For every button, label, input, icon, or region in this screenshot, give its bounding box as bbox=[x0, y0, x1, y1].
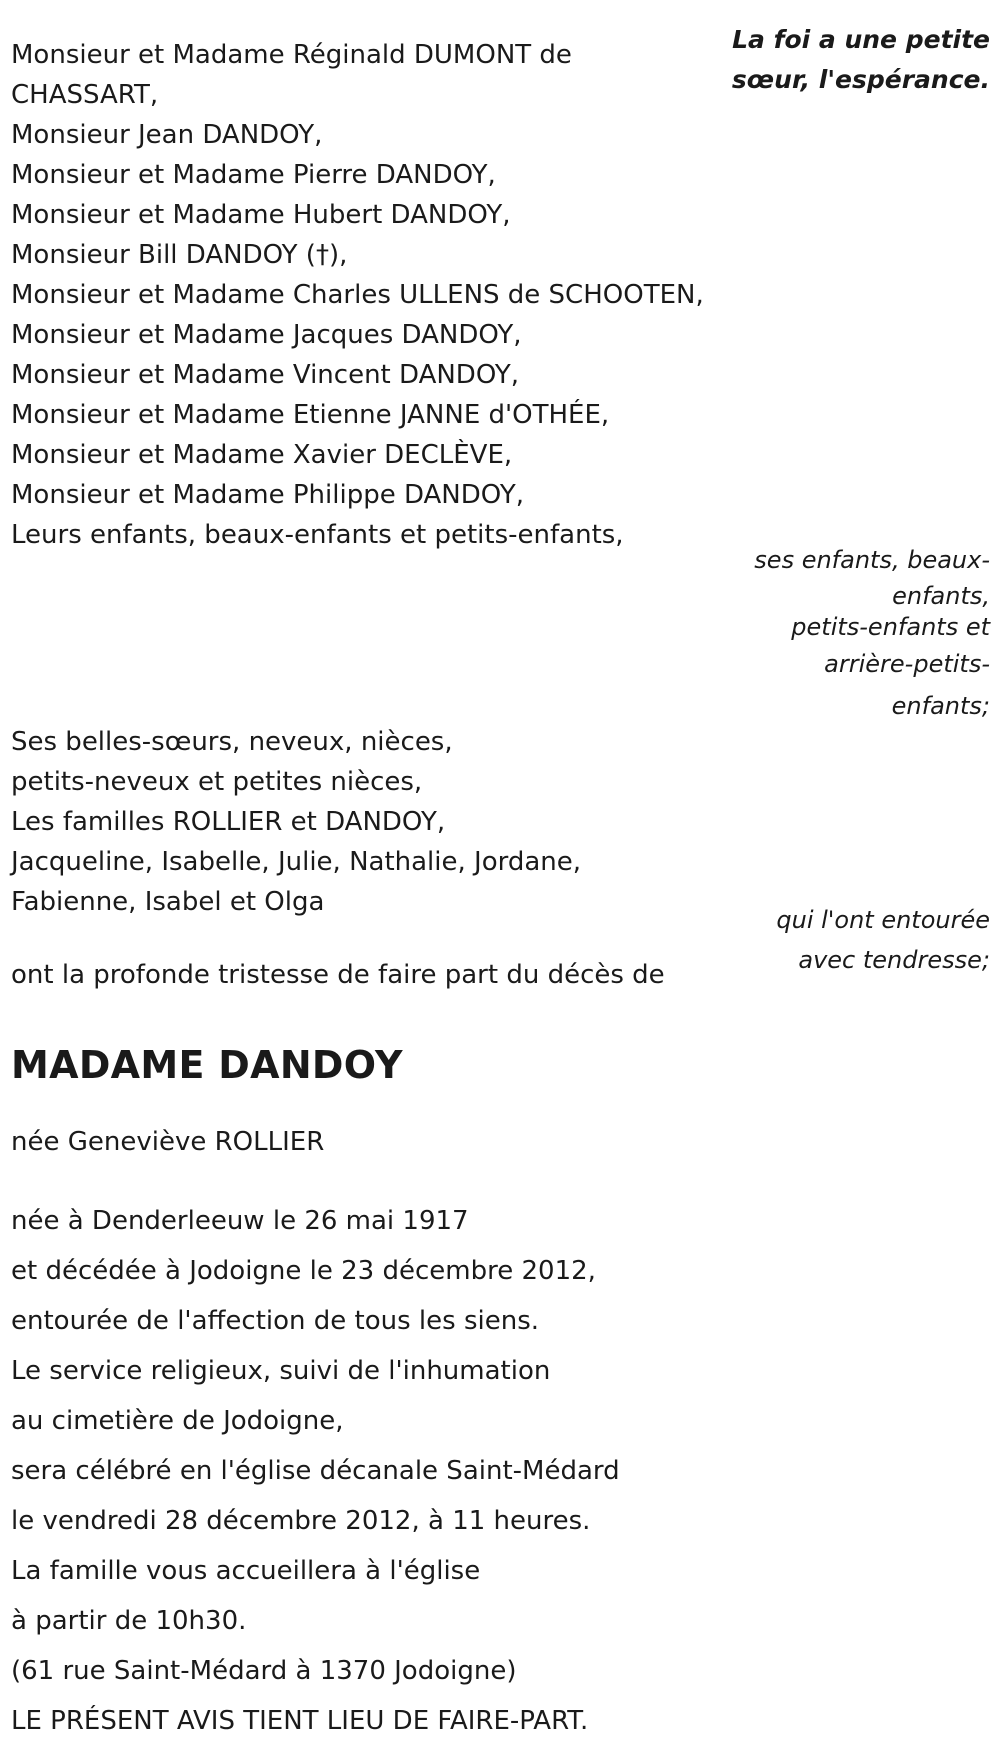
funeral-details bbox=[11, 1196, 620, 1746]
detail-line: sera célébré en l'église décanale Saint-Médard bbox=[11, 1456, 620, 1486]
maiden-name: née Geneviève ROLLIER bbox=[11, 1127, 325, 1157]
family-line: Monsieur et Madame Philippe DANDOY, bbox=[11, 480, 524, 510]
relatives-line: Jacqueline, Isabelle, Julie, Nathalie, Jordane, bbox=[11, 847, 582, 877]
relatives-list bbox=[11, 722, 581, 922]
aside-line: qui l'ont entourée bbox=[776, 906, 990, 934]
aside-caregivers bbox=[776, 900, 990, 980]
detail-line: (61 rue Saint-Médard à 1370 Jodoigne) bbox=[11, 1656, 517, 1686]
family-line: Monsieur et Madame Charles ULLENS de SCHOOTEN, bbox=[11, 280, 704, 310]
aside-line: petits-enfants et bbox=[791, 613, 990, 641]
family-line: Monsieur et Madame Réginald DUMONT de bbox=[11, 40, 572, 70]
family-line: CHASSART, bbox=[11, 80, 159, 110]
family-line: Monsieur et Madame Pierre DANDOY, bbox=[11, 160, 496, 190]
relatives-line: petits-neveux et petites nièces, bbox=[11, 767, 423, 797]
detail-line: le vendredi 28 décembre 2012, à 11 heures. bbox=[11, 1506, 591, 1536]
detail-line: La famille vous accueillera à l'église bbox=[11, 1556, 481, 1586]
family-line: Monsieur et Madame Etienne JANNE d'OTHÉE, bbox=[11, 400, 610, 430]
aside-children bbox=[754, 540, 990, 726]
aside-line: enfants; bbox=[891, 692, 990, 720]
relatives-line: Fabienne, Isabel et Olga bbox=[11, 887, 325, 917]
family-line: Monsieur et Madame Hubert DANDOY, bbox=[11, 200, 511, 230]
deceased-name: MADAME DANDOY bbox=[11, 1043, 403, 1087]
motto-quote bbox=[732, 20, 990, 100]
family-list bbox=[11, 35, 704, 555]
relatives-line: Les familles ROLLIER et DANDOY, bbox=[11, 807, 446, 837]
detail-line: entourée de l'affection de tous les siens. bbox=[11, 1306, 540, 1336]
detail-line: Le service religieux, suivi de l'inhumation bbox=[11, 1356, 551, 1386]
motto-line: La foi a une petite bbox=[732, 25, 990, 54]
aside-line: avec tendresse; bbox=[798, 946, 990, 974]
detail-line: et décédée à Jodoigne le 23 décembre 2012, bbox=[11, 1256, 596, 1286]
motto-line: sœur, l'espérance. bbox=[731, 65, 990, 94]
family-line: Monsieur Bill DANDOY (†), bbox=[11, 240, 348, 270]
relatives-line: Ses belles-sœurs, neveux, nièces, bbox=[11, 727, 453, 757]
family-line: Monsieur et Madame Xavier DECLÈVE, bbox=[11, 440, 513, 470]
detail-line: au cimetière de Jodoigne, bbox=[11, 1406, 344, 1436]
aside-line: ses enfants, beaux- bbox=[754, 546, 990, 574]
family-line: Monsieur Jean DANDOY, bbox=[11, 120, 323, 150]
detail-line: LE PRÉSENT AVIS TIENT LIEU DE FAIRE-PART. bbox=[11, 1706, 589, 1736]
aside-line: enfants, bbox=[892, 582, 990, 610]
family-line: Monsieur et Madame Vincent DANDOY, bbox=[11, 360, 520, 390]
family-line: Monsieur et Madame Jacques DANDOY, bbox=[11, 320, 522, 350]
detail-line: à partir de 10h30. bbox=[11, 1606, 247, 1636]
aside-line: arrière-petits- bbox=[824, 650, 990, 678]
detail-line: née à Denderleeuw le 26 mai 1917 bbox=[11, 1206, 469, 1236]
announcement: ont la profonde tristesse de faire part du décès de bbox=[11, 960, 665, 990]
family-line: Leurs enfants, beaux-enfants et petits-enfants, bbox=[11, 520, 624, 550]
